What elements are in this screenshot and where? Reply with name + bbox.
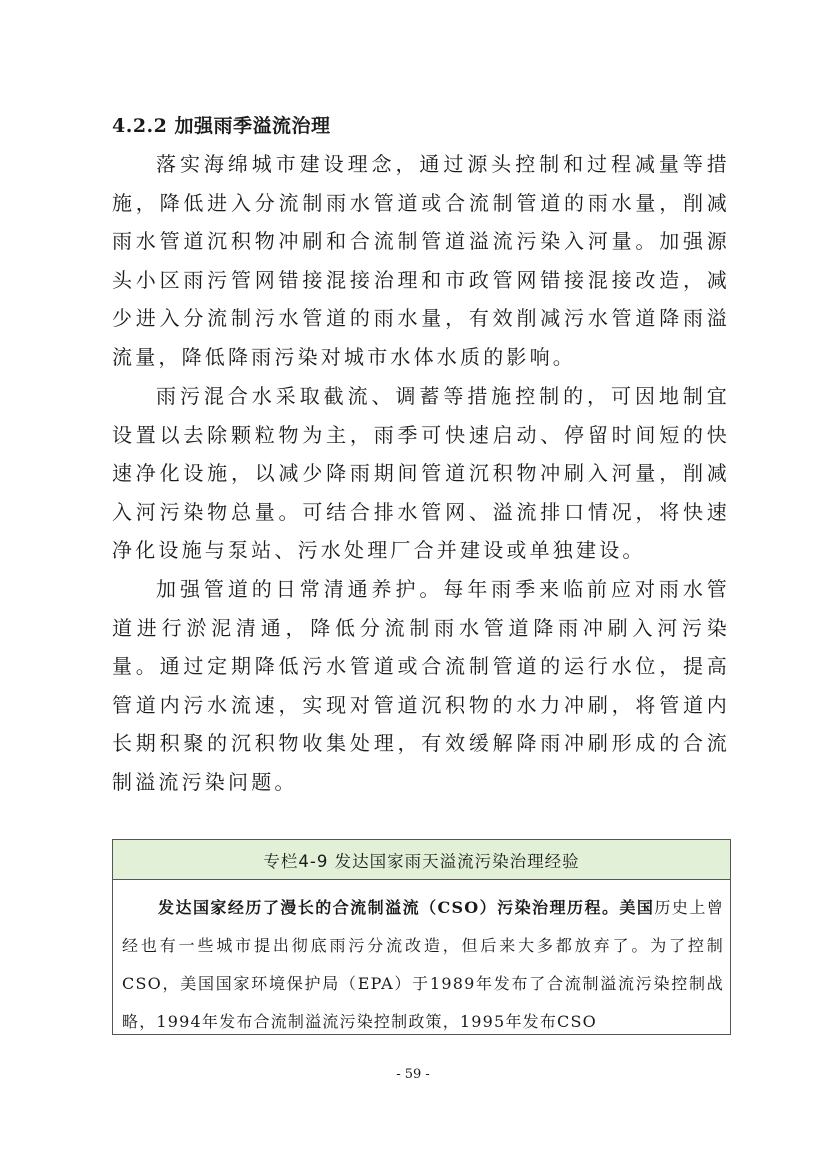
box-body-text: 历史上曾经也有一些城市提出彻底雨污分流改造，但后来大多都放弃了。为了控制CSO，美国国家环境保护局（EPA）于1989年发布了合流制溢流污染控制战略，1994年发布合流制溢流污染控制政策，1995年发布CSO	[122, 898, 724, 1031]
paragraph-pipe-maintenance: 加强管道的日常清通养护。每年雨季来临前应对雨水管道进行淤泥清通，降低分流制雨水管道降雨冲刷入河污染量。通过定期降低污水管道或合流制管道的运行水位，提高管道内污水流速，实现对管道沉积物的水力冲刷，将管道内长期积聚的沉积物收集处理，有效缓解降雨冲刷形成的合流制溢流污染问题。	[112, 577, 730, 794]
box-bold-lead: 发达国家经历了漫长的合流制溢流（CSO）污染治理历程。	[158, 898, 620, 917]
paragraph-interception-storage: 雨污混合水采取截流、调蓄等措施控制的，可因地制宜设置以去除颗粒物为主，雨季可快速启动、停留时间短的快速净化设施，以减少降雨期间管道沉积物冲刷入河量，削减入河污染物总量。可结合排水管网、溢流排口情况，将快速净化设施与泵站、污水处理厂合并建设或单独建设。	[112, 384, 730, 563]
box-bold-country: 美国	[619, 898, 655, 917]
box-body	[113, 880, 730, 1035]
page-number: - 59 -	[396, 1067, 430, 1082]
paragraph-sponge-city: 落实海绵城市建设理念，通过源头控制和过程减量等措施，降低进入分流制雨水管道或合流制管道的雨水量，削减雨水管道沉积物冲刷和合流制管道溢流污染入河量。加强源头小区雨污管网错接混接治理和市政管网错接混接改造，减少进入分流制污水管道的雨水量，有效削减污水管道降雨溢流量，降低降雨污染对城市水体水质的影响。	[112, 152, 730, 369]
box-title: 专栏4-9 发达国家雨天溢流污染治理经验	[113, 840, 730, 880]
section-heading: 4.2.2 加强雨季溢流治理	[112, 115, 331, 137]
sidebar-box-cso-experience	[112, 839, 731, 1035]
